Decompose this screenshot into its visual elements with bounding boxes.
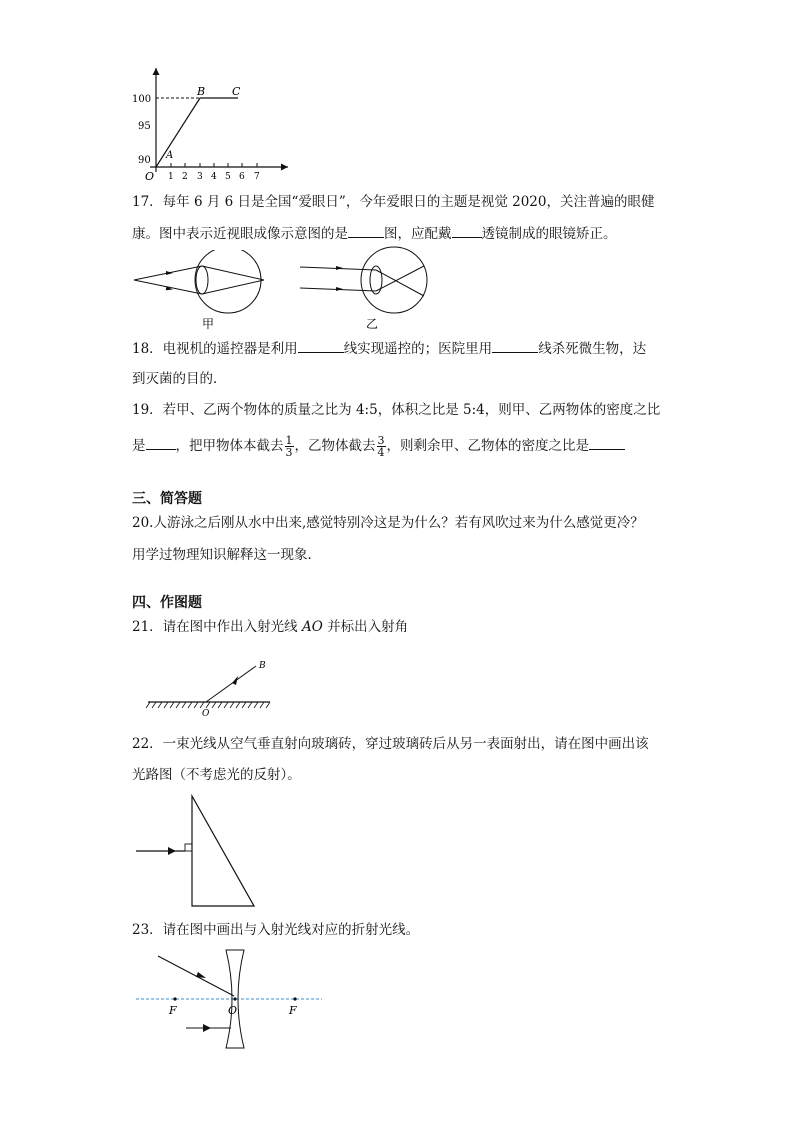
ray-arrow — [168, 847, 176, 855]
q19-text-a: 是 — [132, 438, 146, 454]
q20-line1: 20.人游泳之后刚从水中出来,感觉特别冷这是为什么？若有风吹过来为什么感觉更冷？ — [132, 515, 644, 531]
fraction-three-quarters: $\frac{3}{4}$ — [377, 434, 385, 459]
q22-line1: 22．一束光线从空气垂直射向玻璃砖，穿过玻璃砖后从另一表面射出，请在图中画出该 — [132, 736, 649, 752]
right-angle-mark — [185, 844, 192, 851]
label-jia: 甲 — [202, 317, 215, 331]
section-4-title: 四、作图题 — [132, 595, 202, 611]
q19-text-b: ，把甲物体本截去 — [175, 438, 284, 454]
point-a-label: A — [166, 150, 174, 161]
line-ab — [156, 98, 200, 167]
q22-line2: 光路图（不考虑光的反射）。 — [132, 767, 301, 783]
q18-text-c: 线杀死微生物，达 — [538, 341, 647, 357]
focus-left-dot — [173, 997, 176, 1000]
optical-center-dot — [233, 997, 236, 1000]
x-tick-5: 5 — [225, 172, 231, 182]
y-tick-100: 100 — [132, 94, 152, 105]
reflected-ray-ob — [206, 666, 256, 702]
incident-ray-oblique — [158, 956, 234, 996]
q18-line1 — [132, 338, 646, 359]
x-tick-3: 3 — [197, 172, 203, 182]
q19-line1: 19．若甲、乙两个物体的质量之比为 4:5，体积之比是 5:4，则甲、乙两物体的密度之比 — [132, 402, 661, 418]
point-c-label: C — [232, 85, 241, 98]
q19-blank-2 — [589, 435, 625, 450]
q19-text-d: ，则剩余甲、乙物体的密度之比是 — [386, 438, 589, 454]
q18-line2: 到灭菌的目的． — [132, 371, 227, 387]
q17-blank-1 — [348, 223, 384, 238]
eyeball — [195, 250, 261, 313]
section-3-title: 三、简答题 — [132, 491, 202, 507]
q23-line1: 23．请在图中画出与入射光线对应的折射光线。 — [132, 922, 420, 938]
eye-diagram-jia — [130, 250, 270, 334]
x-tick-1: 1 — [168, 172, 174, 182]
q19-blank-1 — [146, 435, 176, 450]
label-f-left: F — [169, 1004, 177, 1017]
label-f-right: F — [289, 1004, 297, 1017]
y-tick-90: 90 — [138, 155, 151, 166]
q17-blank-2 — [452, 223, 482, 238]
q17-line2 — [132, 223, 617, 244]
x-tick-7: 7 — [254, 172, 260, 182]
q22-diagram-prism — [132, 794, 262, 912]
q20-line2: 用学过物理知识解释这一现象． — [132, 547, 321, 563]
q21-line1: 21．请在图中作出入射光线 AO 并标出入射角 — [132, 619, 409, 635]
ray-arrow-1 — [196, 972, 206, 978]
ray-arrow-2 — [203, 1024, 211, 1032]
eye-diagram-yi — [296, 244, 436, 334]
q18-text-b: 线实现遥控的；医院里用 — [343, 341, 493, 357]
label-yi: 乙 — [366, 317, 379, 331]
q19-line2 — [132, 432, 625, 460]
q19-text-c: ，乙物体截去 — [294, 438, 376, 454]
ray-arrow — [232, 676, 238, 685]
origin-label: O — [145, 170, 155, 183]
q21-diagram — [140, 654, 280, 720]
q17-text-b: 图，应配戴 — [384, 226, 452, 242]
q18-blank-2 — [492, 338, 538, 353]
lens — [196, 266, 208, 294]
x-tick-4: 4 — [211, 172, 217, 182]
x-tick-2: 2 — [182, 172, 188, 182]
q23-diagram-concave-lens — [130, 946, 330, 1052]
label-b: B — [259, 661, 266, 671]
q17-text-c: 透镜制成的眼镜矫正。 — [481, 226, 617, 242]
point-b-label: B — [197, 85, 206, 98]
q17-line1: 17．每年 6 月 6 日是全国“爱眼日”，今年爱眼日的主题是视觉 2020，关注普遍的眼健 — [132, 194, 655, 210]
glass-prism — [192, 796, 254, 906]
focus-right-dot — [293, 997, 296, 1000]
label-o: O — [228, 1004, 238, 1017]
y-tick-95: 95 — [138, 121, 151, 132]
x-tick-6: 6 — [239, 172, 245, 182]
ao-label: AO — [301, 619, 323, 635]
q17-text-a: 康。图中表示近视眼成像示意图的是 — [132, 226, 348, 242]
fraction-one-third: $\frac{1}{3}$ — [285, 434, 293, 459]
q18-blank-1 — [298, 338, 344, 353]
q18-text-a: 18．电视机的遥控器是利用 — [132, 341, 298, 357]
top-graph — [120, 64, 300, 184]
label-o: O — [202, 709, 210, 719]
